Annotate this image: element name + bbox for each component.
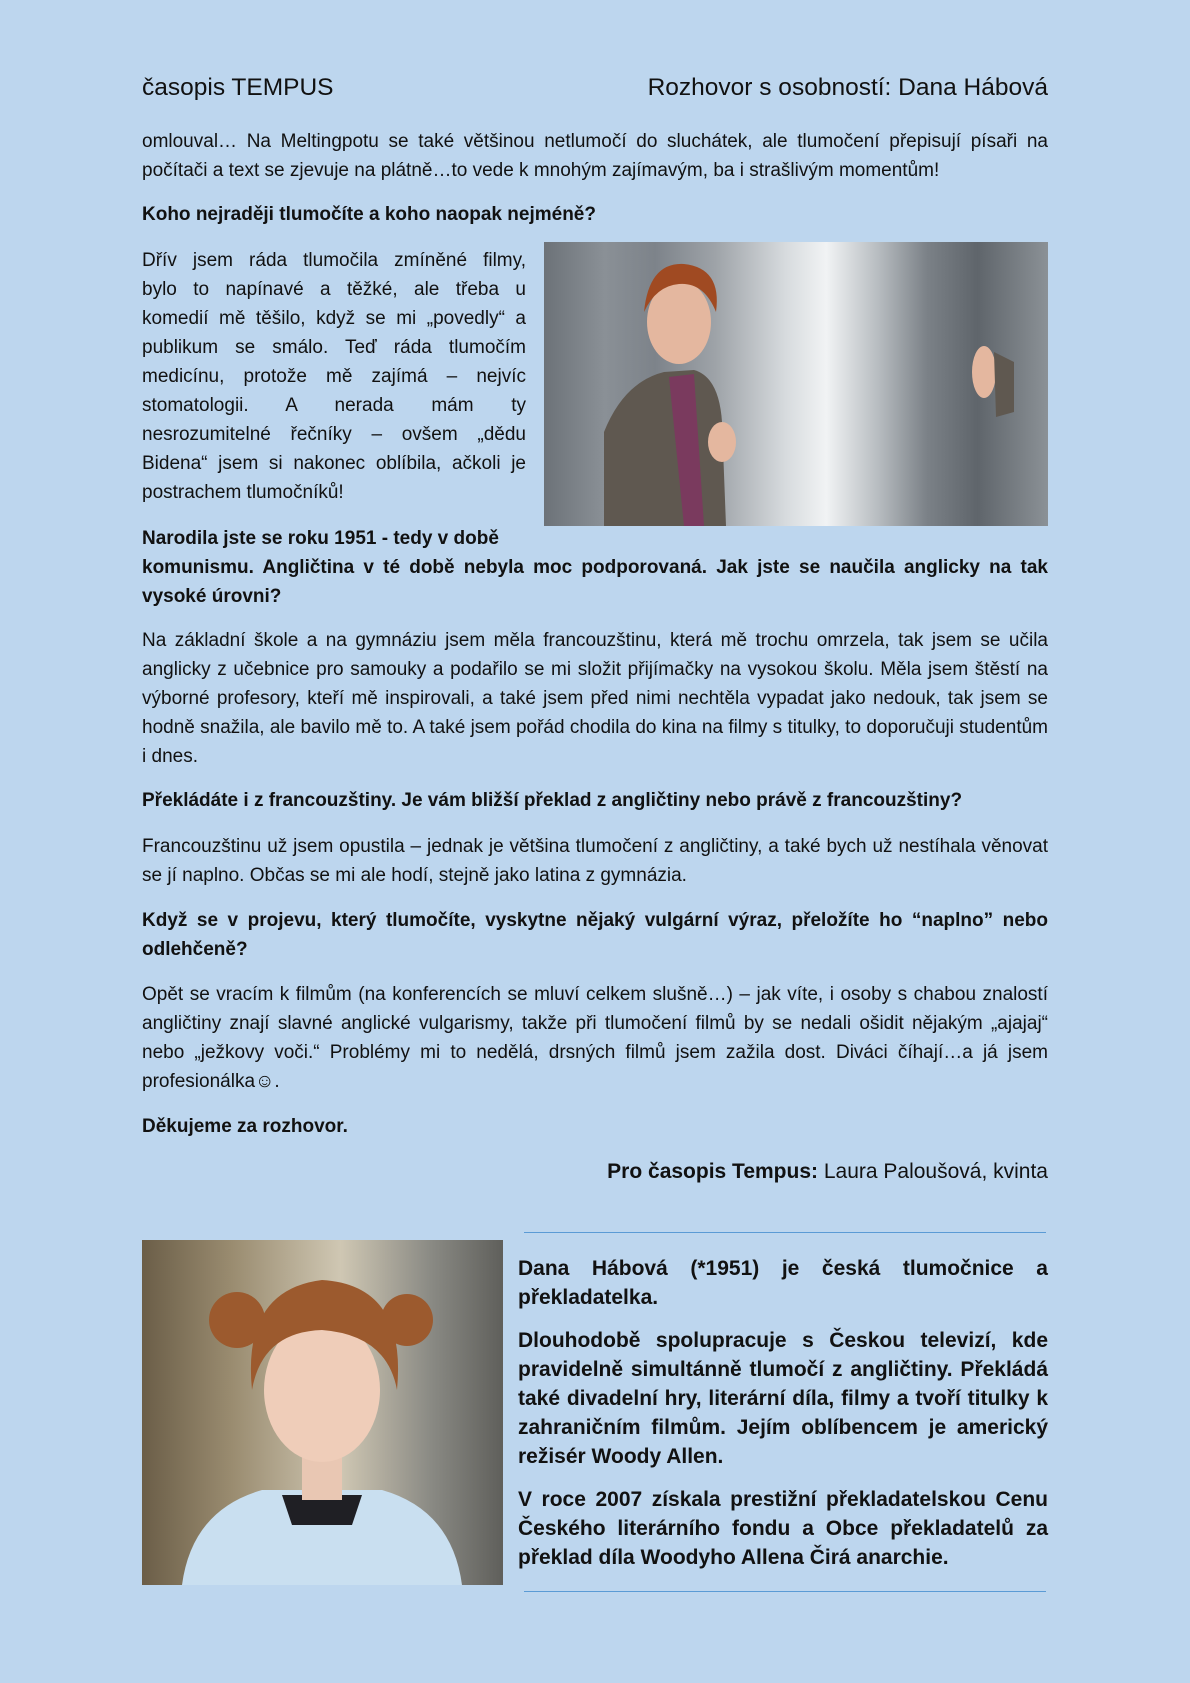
answer-1-line: komedií mě těšilo, když se mi „povedly“ a <box>142 308 526 329</box>
bio-intro: Dana Hábová (*1951) je česká tlumočnice a překladatelka. <box>518 1257 1048 1309</box>
answer-1-line: publikum se smálo. Teď ráda tlumočím <box>142 337 526 358</box>
answer-1-line: Bidena“ jsem si nakonec oblíbila, ačkoli je <box>142 453 526 474</box>
answer-3: Francouzštinu už jsem opustila – jednak je většina tlumočení z angličtiny, a také bych už nestíhala věnovat se jí naplno. Občas se mi ale hodí, stejně jako latina z gymnázia. <box>142 836 1048 886</box>
credit-label: Pro časopis Tempus: <box>607 1160 819 1183</box>
credit-name: Laura Paloušová, kvinta <box>818 1160 1048 1183</box>
bio-award: V roce 2007 získala prestižní překladatelskou Cenu Českého literárního fondu a Obce překladatelů za překlad díla Woodyho Allena Čirá anarchie. <box>518 1488 1048 1569</box>
bio-career: Dlouhodobě spolupracuje s Českou televizí, kde pravidelně simultánně tlumočí z angličtiny. Překládá také divadelní hry, literární díla, filmy a tvoří titulky k zahraničním filmům. Jejím oblíbencem je americký režisér Woody Allen. <box>518 1329 1048 1468</box>
bio-box <box>518 1254 1048 1572</box>
page-header <box>142 72 1048 104</box>
intro-paragraph: omlouval… Na Meltingpotu se také většinou netlumočí do sluchátek, ale tlumočení přepisují písaři na počítači a text se zjevuje na plátně…to vede k mnohým zajímavým, ba i strašlivým momentům! <box>142 131 1048 181</box>
magazine-name: časopis TEMPUS <box>142 74 334 101</box>
author-credit <box>142 1157 1048 1187</box>
closing-thanks: Děkujeme za rozhovor. <box>142 1116 348 1137</box>
portrait-photo <box>142 1240 503 1585</box>
answer-1-line: postrachem tlumočníků! <box>142 482 344 503</box>
answer-1-line: stomatologii. A nerada mám ty <box>142 395 526 416</box>
question-2: komunismu. Angličtina v té době nebyla moc podporovaná. Jak jste se naučila anglicky na tak vysoké úrovni? <box>142 557 1048 607</box>
bio-top-divider <box>524 1232 1046 1233</box>
question-3: Překládáte i z francouzštiny. Je vám bližší překlad z angličtiny nebo právě z francouzštiny? <box>142 790 963 811</box>
question-2-first-line: Narodila jste se roku 1951 - tedy v době <box>142 528 499 549</box>
bio-bottom-divider <box>524 1591 1046 1592</box>
answer-1-line: bylo to napínavé a těžké, ale třeba u <box>142 279 526 300</box>
article-title: Rozhovor s osobností: Dana Hábová <box>647 74 1048 101</box>
question-4: Když se v projevu, který tlumočíte, vyskytne nějaký vulgární výraz, přeložíte ho “naplno” nebo odlehčeně? <box>142 910 1048 960</box>
question-1: Koho nejraději tlumočíte a koho naopak nejméně? <box>142 204 596 225</box>
answer-1-line: medicínu, protože mě zajímá – nejvíc <box>142 366 526 387</box>
answer-1-line: Dřív jsem ráda tlumočila zmíněné filmy, <box>142 250 526 271</box>
answer-2: Na základní škole a na gymnáziu jsem měla francouzštinu, která mě trochu omrzela, tak jsem se učila anglicky z učebnice pro samouky a podařilo se mi složit přijímačky na vysokou školu. Měla jsem štěstí na výborné profesory, kteří mě inspirovali, a také jsem před nimi nechtěla vypadat jako nedouk, tak jsem se hodně snažila, ale bavilo mě to. A také jsem pořád chodila do kina na filmy s titulky, to doporučuji studentům i dnes. <box>142 630 1048 767</box>
answer-1-line: nesrozumitelné řečníky – ovšem „dědu <box>142 424 526 445</box>
portrait-photo-at-pillar <box>544 242 1048 526</box>
answer-1 <box>142 246 526 507</box>
answer-4: Opět se vracím k filmům (na konferencích se mluví celkem slušně…) – jak víte, i osoby s chabou znalostí angličtiny znají slavné anglické vulgarismy, takže při tlumočení filmů by se nedali ošidit nějakým „ajajaj“ nebo „ježkovy voči.“ Problémy mi to nedělá, drsných filmů jsem zažila dost. Diváci číhají…a já jsem profesionálka☺. <box>142 984 1048 1092</box>
